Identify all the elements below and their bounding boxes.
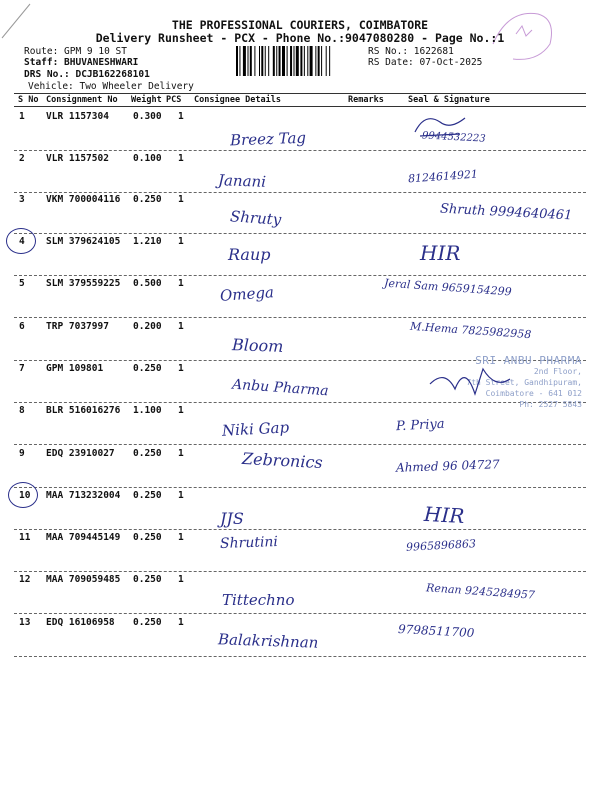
- row-consignment: MAA 709059485: [46, 574, 121, 585]
- row-pcs: 1: [178, 574, 184, 585]
- row-weight: 0.250: [133, 363, 162, 374]
- row-divider: [14, 656, 586, 657]
- barcode-bar: [248, 46, 249, 76]
- row-consignee-handwriting: Anbu Pharma: [231, 376, 330, 400]
- barcode-bar: [321, 46, 322, 76]
- row-signature: Ahmed 96 04727: [395, 457, 500, 475]
- col-sno: S No: [18, 95, 39, 105]
- barcode-bar: [276, 46, 277, 76]
- row-consignee-handwriting: JJS: [220, 509, 244, 528]
- barcode-bar: [243, 46, 246, 76]
- barcode-bar: [307, 46, 308, 76]
- barcode-bar: [294, 46, 295, 76]
- barcode-bar: [296, 46, 299, 76]
- company-title: THE PROFESSIONAL COURIERS, COIMBATORE: [171, 18, 429, 32]
- row-weight: 0.250: [133, 574, 162, 585]
- row-signature: HIR: [423, 501, 466, 529]
- row-sno: 8: [19, 405, 25, 416]
- circle-mark-row-10: [8, 482, 38, 508]
- runsheet-subtitle: Delivery Runsheet - PCX - Phone No.:9047080280 - Page No.:1: [95, 31, 505, 45]
- row-consignment: TRP 7037997: [46, 321, 109, 332]
- row-divider: [14, 571, 586, 572]
- stamp-line-1: 2nd Floor,: [533, 367, 582, 376]
- barcode-bar: [290, 46, 292, 76]
- route-label: Route: GPM 9 10 ST: [24, 46, 127, 57]
- row-consignment: SLM 379624105: [46, 236, 121, 247]
- signature-scribble-row-7: [425, 364, 515, 404]
- col-weight: Weight: [131, 95, 162, 105]
- barcode-bar: [265, 46, 266, 76]
- row-sno: 4: [19, 236, 25, 247]
- barcode-bar: [304, 46, 305, 76]
- stamp-name: SRI ANBU PHARMA: [475, 354, 582, 367]
- row-consignee-handwriting: Shrutini: [219, 533, 279, 553]
- row-consignee-handwriting: Zebronics: [241, 448, 324, 473]
- row-pcs: 1: [178, 490, 184, 501]
- signature-scribble-row-1: [410, 112, 470, 142]
- row-pcs: 1: [178, 194, 184, 205]
- barcode-bar: [279, 46, 281, 76]
- col-consignee: Consignee Details: [194, 95, 281, 105]
- row-sno: 10: [19, 490, 31, 501]
- row-signature: P. Priya: [395, 416, 445, 435]
- stamp-line-4: Ph: 2527 5843: [519, 400, 582, 409]
- barcode-bar: [254, 46, 255, 76]
- row-pcs: 1: [178, 278, 184, 289]
- col-consignment: Consignment No: [46, 95, 118, 105]
- barcode-bar: [310, 46, 313, 76]
- row-pcs: 1: [178, 617, 184, 628]
- row-signature: Renan 9245284957: [425, 581, 536, 602]
- row-divider: [14, 613, 586, 614]
- row-sno: 9: [19, 448, 25, 459]
- col-seal: Seal & Signature: [408, 95, 490, 105]
- row-consignment: GPM 109801: [46, 363, 104, 374]
- row-weight: 1.100: [133, 405, 162, 416]
- barcode-bar: [268, 46, 269, 76]
- barcode-bar: [326, 46, 327, 76]
- row-sno: 3: [19, 194, 25, 205]
- row-signature: 9965896863: [405, 537, 477, 554]
- row-weight: 0.250: [133, 194, 162, 205]
- barcode-bar: [250, 46, 252, 76]
- row-signature: 8124614921: [407, 167, 479, 186]
- row-divider: [14, 444, 586, 445]
- row-signature: Shruth 9994640461: [439, 201, 573, 224]
- row-weight: 0.250: [133, 448, 162, 459]
- barcode-bar: [239, 46, 240, 76]
- row-signature: M.Hema 7825982958: [409, 319, 532, 342]
- row-consignment: VKM 700004116: [46, 194, 121, 205]
- row-sno: 1: [19, 111, 25, 122]
- row-pcs: 1: [178, 236, 184, 247]
- barcode-bar: [315, 46, 316, 76]
- barcode-bar: [287, 46, 288, 76]
- stamp-line-2: 7th Street, Gandhipuram,: [466, 378, 582, 387]
- barcode-bar: [261, 46, 263, 76]
- row-weight: 0.250: [133, 490, 162, 501]
- row-sno: 11: [19, 532, 31, 543]
- row-consignment: EDQ 16106958: [46, 617, 115, 628]
- col-remarks: Remarks: [348, 95, 384, 105]
- rs-date: RS Date: 07-Oct-2025: [368, 57, 483, 68]
- row-pcs: 1: [178, 405, 184, 416]
- row-sno: 13: [19, 617, 31, 628]
- row-weight: 0.100: [133, 153, 162, 164]
- stamp-line-3: Coimbatore - 641 012: [485, 389, 582, 398]
- row-weight: 0.250: [133, 617, 162, 628]
- barcode: [236, 46, 362, 76]
- row-weight: 1.210: [133, 236, 162, 247]
- row-pcs: 1: [178, 111, 184, 122]
- barcode-bar: [259, 46, 260, 76]
- row-weight: 0.500: [133, 278, 162, 289]
- row-consignee-handwriting: Breez Tag: [229, 128, 307, 150]
- vehicle-label: Vehicle: Two Wheeler Delivery: [28, 81, 194, 92]
- row-weight: 0.200: [133, 321, 162, 332]
- row-consignment: SLM 379559225: [46, 278, 121, 289]
- row-sno: 5: [19, 278, 25, 289]
- row-pcs: 1: [178, 532, 184, 543]
- row-consignment: VLR 1157304: [46, 111, 109, 122]
- barcode-bar: [329, 46, 330, 76]
- row-sno: 6: [19, 321, 25, 332]
- circle-mark-row-4: [6, 228, 36, 254]
- col-pcs: PCS: [166, 95, 182, 105]
- row-signature: Jeral Sam 9659154299: [383, 276, 513, 299]
- row-sno: 12: [19, 574, 31, 585]
- barcode-bar: [273, 46, 275, 76]
- row-consignment: EDQ 23910027: [46, 448, 115, 459]
- row-sno: 7: [19, 363, 25, 374]
- row-divider: [14, 487, 586, 488]
- row-consignee-handwriting: Balakrishnan: [217, 630, 319, 652]
- barcode-bar: [318, 46, 320, 76]
- row-consignment: VLR 1157502: [46, 153, 109, 164]
- row-weight: 0.300: [133, 111, 162, 122]
- row-signature: HIR: [420, 241, 461, 265]
- barcode-bar: [300, 46, 302, 76]
- row-consignee-handwriting: Shruty: [229, 207, 282, 229]
- row-consignee-handwriting: Raup: [228, 245, 271, 264]
- row-divider: [14, 275, 586, 276]
- row-consignee-handwriting: Tittechno: [222, 591, 295, 609]
- row-weight: 0.250: [133, 532, 162, 543]
- row-consignment: BLR 516016276: [46, 405, 121, 416]
- row-signature: 9798511700: [397, 622, 475, 640]
- drs-label: DRS No.: DCJB162268101: [24, 69, 150, 80]
- barcode-bar: [282, 46, 285, 76]
- staff-label: Staff: BHUVANESHWARI: [24, 57, 139, 68]
- row-sno: 2: [19, 153, 25, 164]
- row-divider: [14, 192, 586, 193]
- row-consignment: MAA 713232004: [46, 490, 121, 501]
- row-pcs: 1: [178, 448, 184, 459]
- rs-number: RS No.: 1622681: [368, 46, 454, 57]
- row-consignee-handwriting: Niki Gap: [221, 418, 290, 440]
- row-consignment: MAA 709445149: [46, 532, 121, 543]
- header-rule-bottom: [14, 106, 586, 107]
- row-divider: [14, 317, 586, 318]
- row-consignee-handwriting: Omega: [219, 283, 275, 305]
- row-pcs: 1: [178, 363, 184, 374]
- row-consignee-handwriting: Bloom: [231, 335, 284, 356]
- barcode-bar: [236, 46, 238, 76]
- row-divider: [14, 150, 586, 151]
- row-pcs: 1: [178, 153, 184, 164]
- row-divider: [14, 233, 586, 234]
- header-rule-top: [14, 93, 586, 94]
- row-signature: 9944532223: [421, 130, 486, 145]
- row-divider: [14, 529, 586, 530]
- row-consignee-handwriting: Janani: [217, 171, 267, 191]
- row-pcs: 1: [178, 321, 184, 332]
